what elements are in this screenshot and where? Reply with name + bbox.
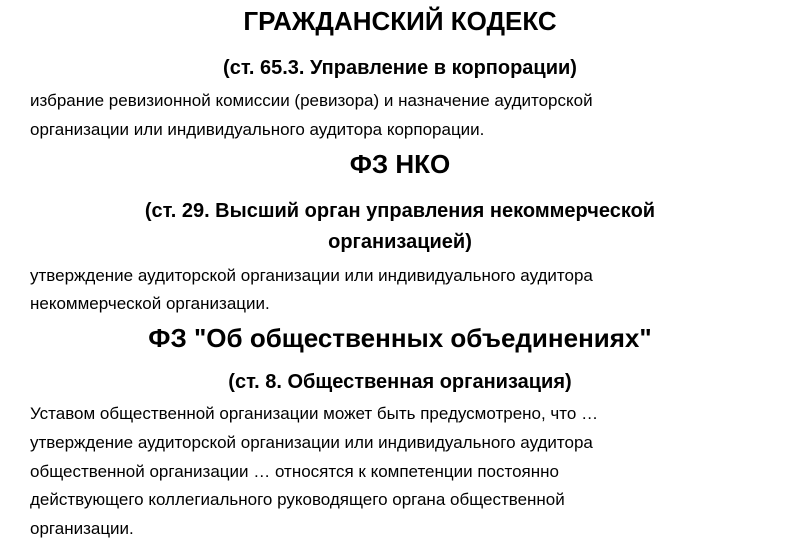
- section-subtitle-fz-public-associations: (ст. 8. Общественная организация): [228, 371, 572, 393]
- section-body-line: утверждение аудиторской организации или индивидуального аудитора: [30, 433, 593, 452]
- section-body-line: организации.: [30, 519, 134, 538]
- section-title-fz-public-associations: ФЗ "Об общественных объединениях": [148, 323, 652, 353]
- section-subtitle-fz-nko-line1: (ст. 29. Высший орган управления некоммерческой: [144, 200, 656, 222]
- section-body-line: Уставом общественной организации может быть предусмотрено, что …: [30, 404, 599, 423]
- section-title-fz-nko: ФЗ НКО: [349, 149, 451, 179]
- section-body-line: некоммерческой организации.: [30, 294, 270, 313]
- section-subtitle-fz-nko-line2: организацией): [328, 231, 472, 253]
- section-body-line: общественной организации … относятся к компетенции постоянно: [30, 462, 559, 481]
- section-body-line: действующего коллегиального руководящего органа общественной: [30, 490, 565, 509]
- section-body-line: утверждение аудиторской организации или индивидуального аудитора: [30, 266, 593, 285]
- section-title-civil-code: ГРАЖДАНСКИЙ КОДЕКС: [243, 6, 557, 36]
- section-body-line: избрание ревизионной комиссии (ревизора) и назначение аудиторской: [30, 91, 593, 110]
- section-subtitle-civil-code: (ст. 65.3. Управление в корпорации): [223, 57, 577, 79]
- section-body-line: организации или индивидуального аудитора корпорации.: [30, 120, 485, 139]
